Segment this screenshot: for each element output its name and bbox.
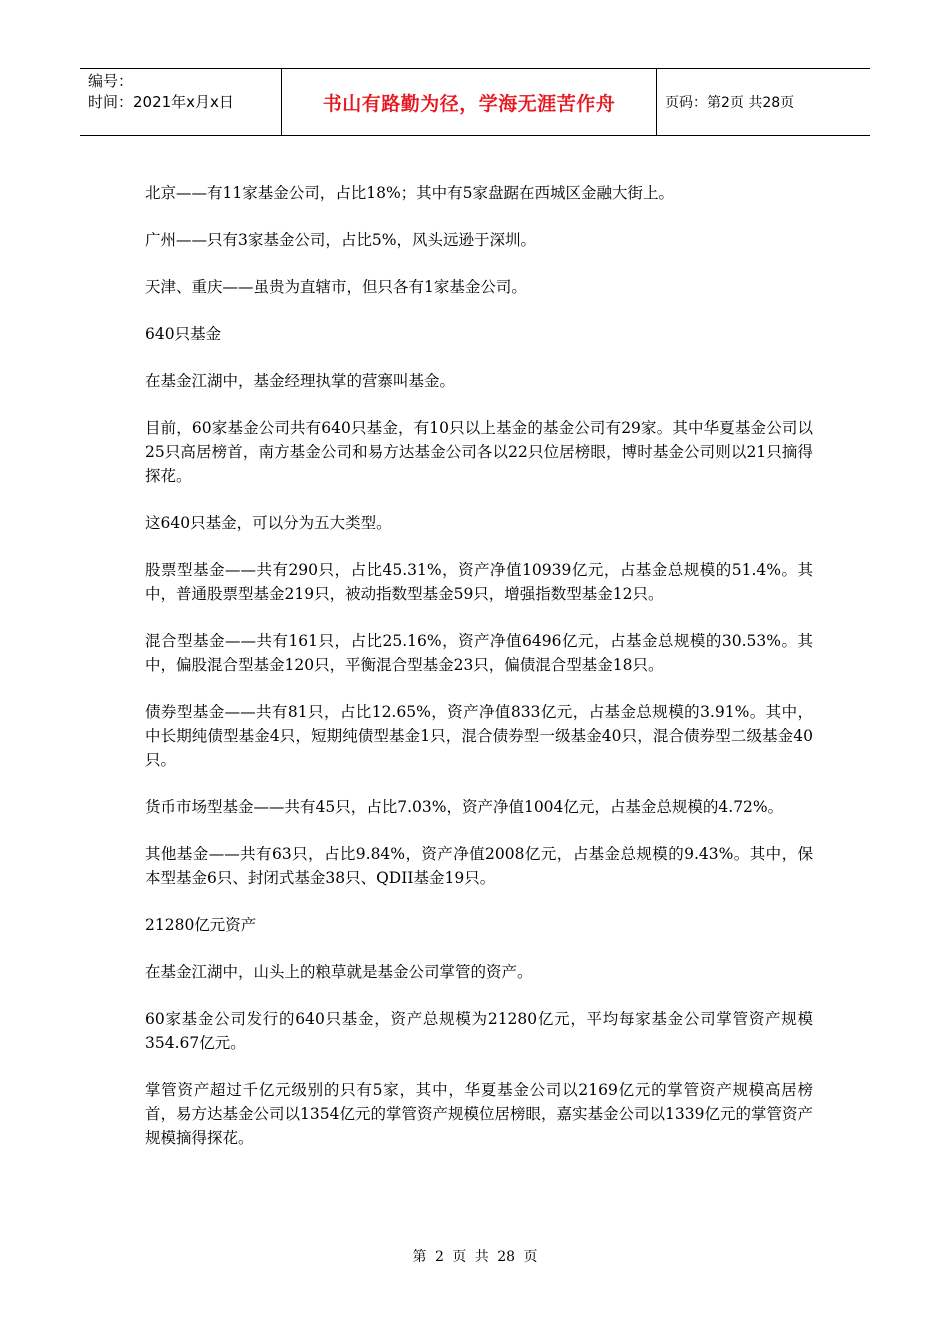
- paragraph: 掌管资产超过千亿元级别的只有5家，其中，华夏基金公司以2169亿元的掌管资产规模高居榜首，易方达基金公司以1354亿元的掌管资产规模位居榜眼，嘉实基金公司以1339亿元的掌管资产规模摘得探花。: [145, 1081, 813, 1147]
- paragraph: 在基金江湖中，山头上的粮草就是基金公司掌管的资产。: [145, 963, 533, 981]
- paragraph: 这640只基金，可以分为五大类型。: [145, 514, 392, 532]
- document-date: 时间：2021年x月x日: [88, 93, 234, 111]
- paragraph: 其他基金——共有63只，占比9.84%，资产净值2008亿元，占基金总规模的9.43%。其中，保本型基金6只、封闭式基金38只、QDII基金19只。: [145, 845, 813, 887]
- header-motto: 书山有路勤为径，学海无涯苦作舟: [282, 69, 657, 135]
- paragraph: 货币市场型基金——共有45只，占比7.03%，资产净值1004亿元，占基金总规模的4.72%。: [145, 798, 784, 816]
- paragraph: 天津、重庆——虽贵为直辖市，但只各有1家基金公司。: [145, 278, 527, 296]
- paragraph: 在基金江湖中，基金经理执掌的营寨叫基金。: [145, 372, 456, 390]
- paragraph: 北京——有11家基金公司，占比18%；其中有5家盘踞在西城区金融大街上。: [145, 184, 675, 202]
- document-body: [145, 181, 813, 1173]
- document-number-label: 编号：: [88, 72, 134, 90]
- header-meta: [80, 69, 282, 135]
- section-heading: 21280亿元资产: [145, 916, 257, 934]
- page-footer: 第 2 页 共 28 页: [412, 1249, 538, 1265]
- paragraph: 广州——只有3家基金公司，占比5%，风头远逊于深圳。: [145, 231, 536, 249]
- paragraph: 目前，60家基金公司共有640只基金，有10只以上基金的基金公司有29家。其中华夏基金公司以25只高居榜首，南方基金公司和易方达基金公司各以22只位居榜眼，博时基金公司则以21只摘得探花。: [145, 419, 813, 485]
- paragraph: 债券型基金——共有81只，占比12.65%，资产净值833亿元，占基金总规模的3.91%。其中，中长期纯债型基金4只，短期纯债型基金1只，混合债券型一级基金40只，混合债券型二级基金40只。: [145, 703, 813, 769]
- section-heading: 640只基金: [145, 325, 222, 343]
- paragraph: 60家基金公司发行的640只基金，资产总规模为21280亿元，平均每家基金公司掌管资产规模354.67亿元。: [145, 1010, 813, 1052]
- page-header: [80, 68, 870, 136]
- header-page-info: 页码：第2页 共28页: [665, 95, 795, 111]
- paragraph: 混合型基金——共有161只，占比25.16%，资产净值6496亿元，占基金总规模的30.53%。其中，偏股混合型基金120只，平衡混合型基金23只，偏债混合型基金18只。: [145, 632, 813, 674]
- paragraph: 股票型基金——共有290只，占比45.31%，资产净值10939亿元，占基金总规模的51.4%。其中，普通股票型基金219只，被动指数型基金59只，增强指数型基金12只。: [145, 561, 813, 603]
